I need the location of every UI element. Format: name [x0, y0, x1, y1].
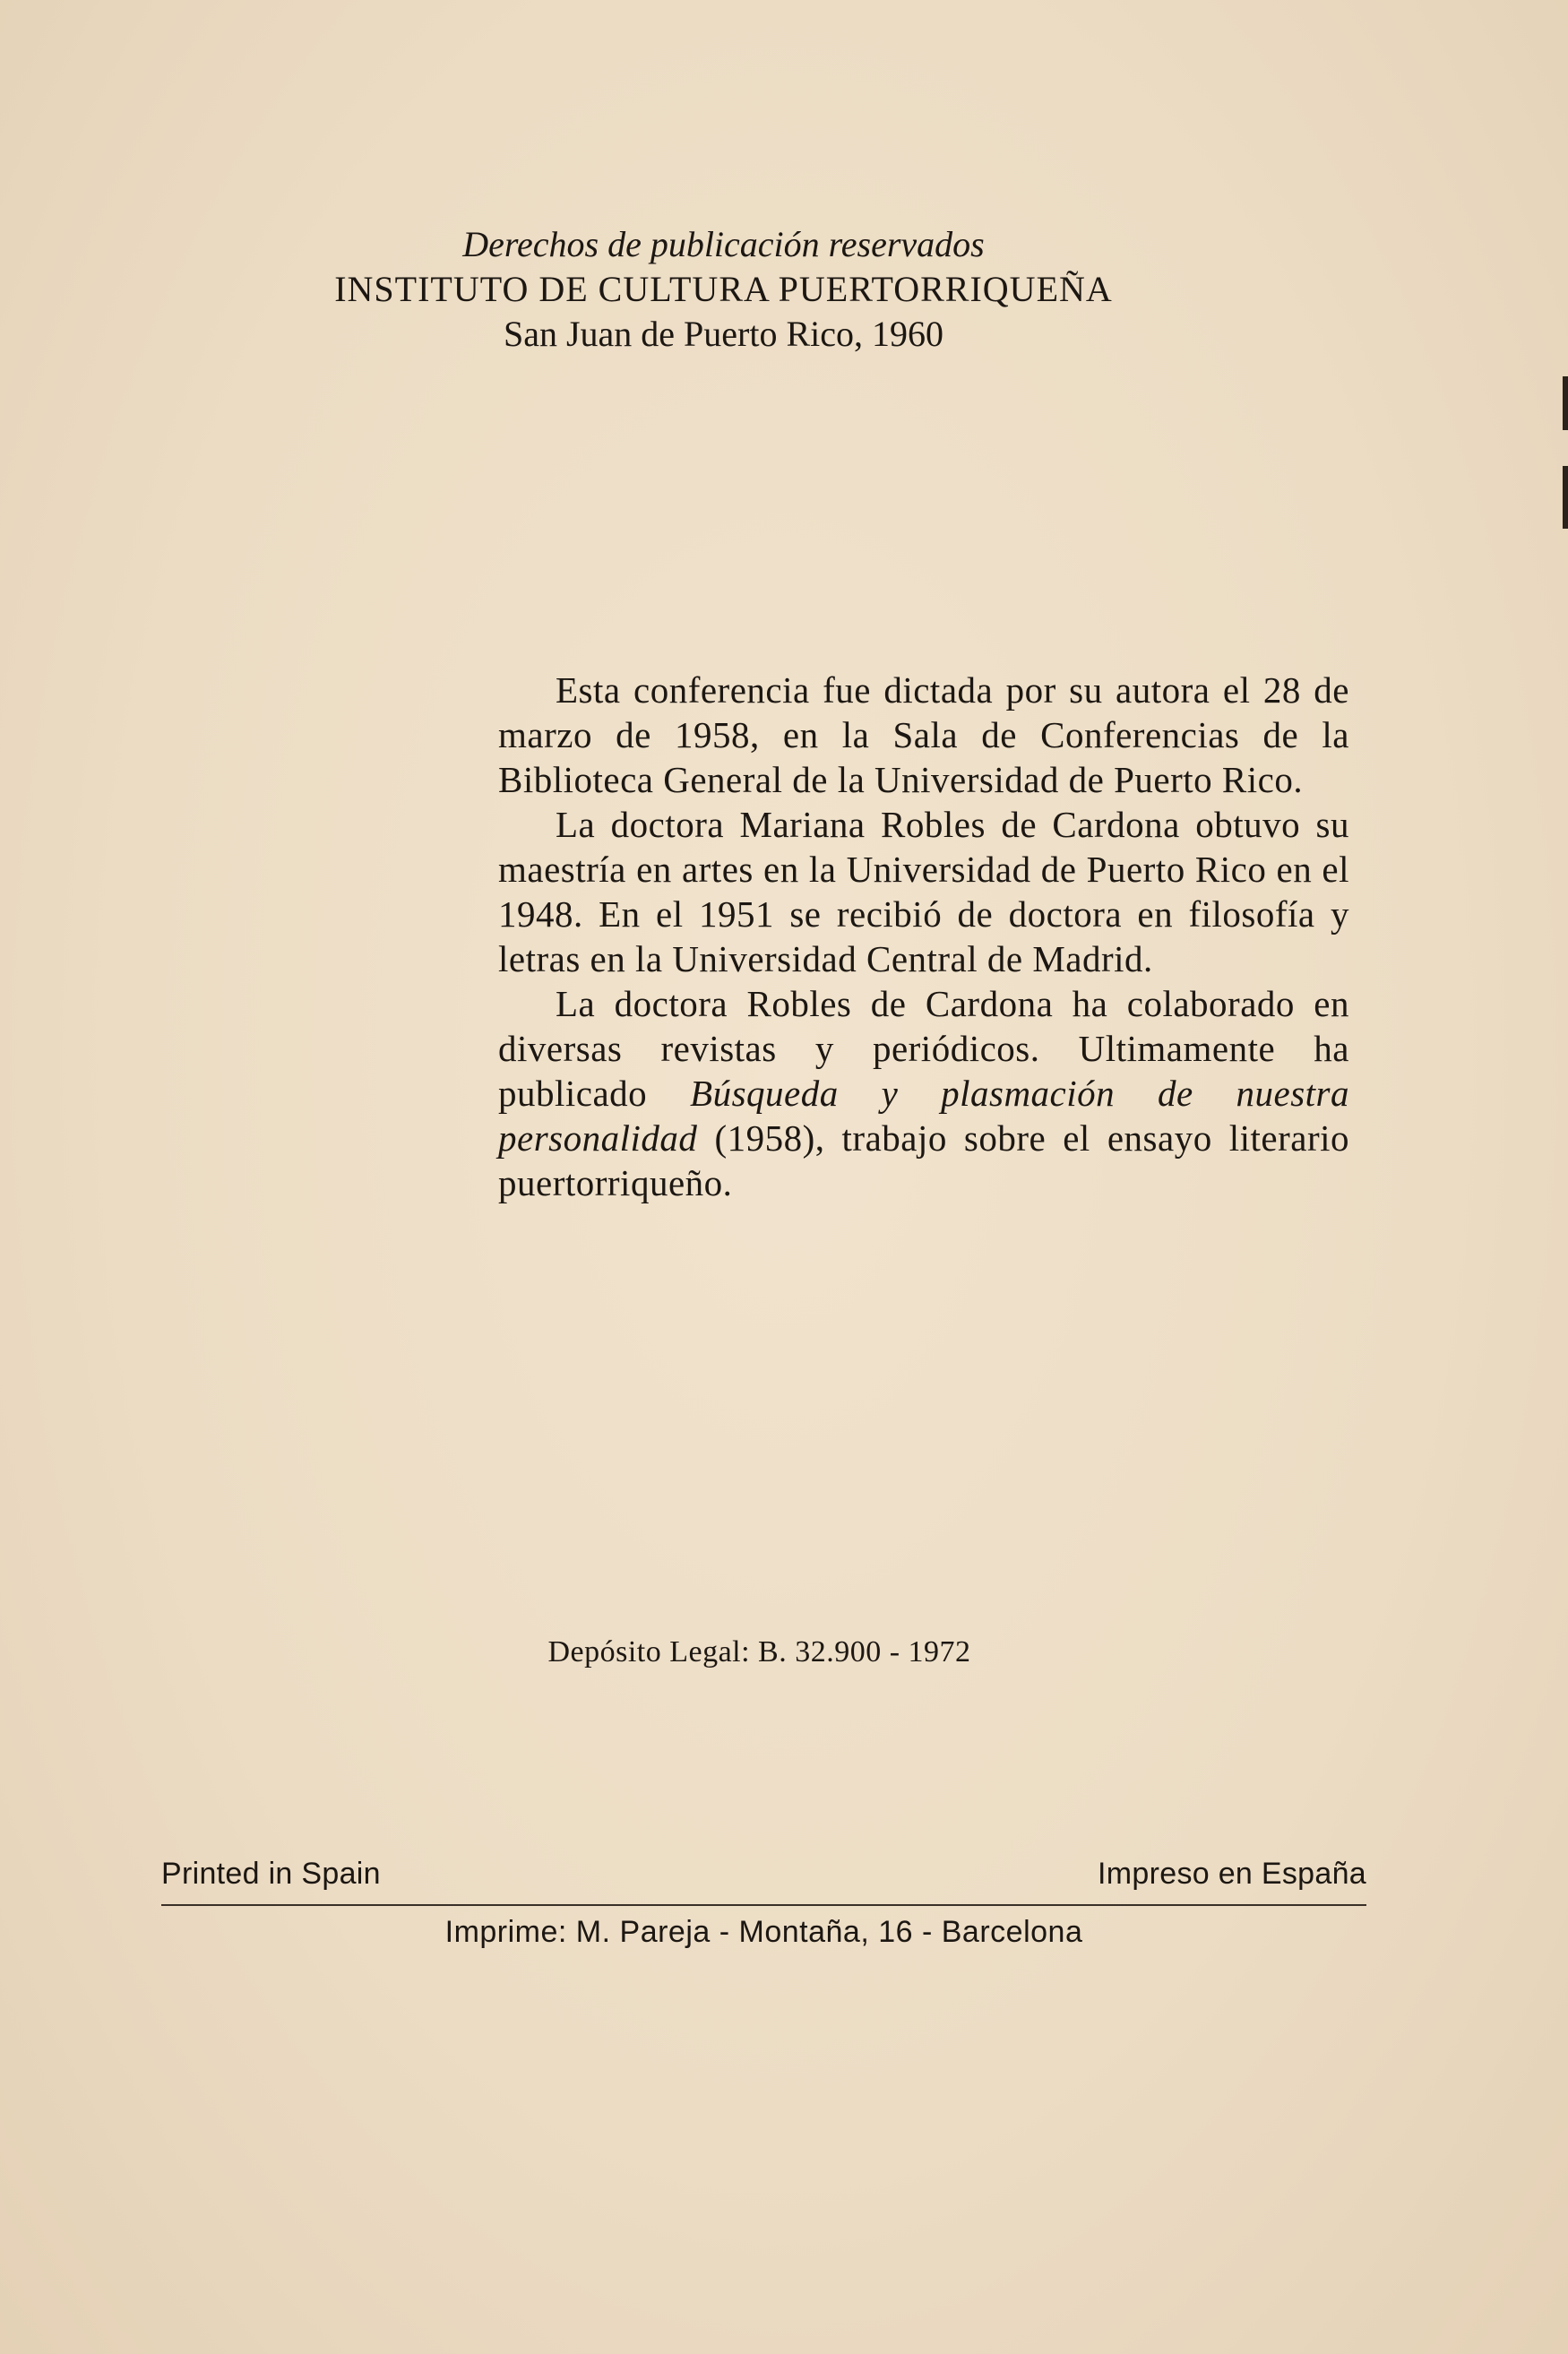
rights-reserved-line: Derechos de publicación reservados — [462, 224, 985, 264]
lecture-paragraph: Esta conferencia fue dictada por su autora el 28 de marzo de 1958, en la Sala de Conferencias de la Biblioteca General de la Universidad de Puerto Rico. — [498, 669, 1349, 800]
publications-text-after: (1958), trabajo sobre el ensayo literario puertorriqueño. — [498, 1117, 1349, 1203]
printed-in-spanish: Impreso en España — [1098, 1857, 1366, 1891]
printer-line: Imprime: M. Pareja - Montaña, 16 - Barcelona — [444, 1915, 1083, 1949]
author-education-paragraph: La doctora Mariana Robles de Cardona obtuvo su maestría en artes en la Universidad de Puerto Rico en el 1948. En el 1951 se recibió de doctora en filosofía y letras en la Universidad Central de Madrid. — [498, 804, 1349, 979]
author-note — [498, 668, 1349, 1205]
publication-place-year: San Juan de Puerto Rico, 1960 — [503, 314, 944, 354]
copyright-block — [0, 222, 1447, 357]
page-edge-mark — [1563, 466, 1568, 529]
legal-deposit: Depósito Legal: B. 32.900 - 1972 — [547, 1635, 971, 1668]
divider-rule — [161, 1904, 1366, 1906]
book-title: Búsqueda y plasmación de nuestra personalidad — [498, 1073, 1350, 1159]
publisher-name: INSTITUTO DE CULTURA PUERTORRIQUEÑA — [334, 269, 1113, 309]
printed-in-row — [161, 1854, 1366, 1893]
author-publications-paragraph — [498, 981, 1349, 1205]
printed-in-english: Printed in Spain — [161, 1857, 381, 1891]
publications-text-before: La doctora Robles de Cardona ha colaborado en diversas revistas y periódicos. Ultimamente ha publicado — [498, 983, 1349, 1114]
page-edge-mark — [1563, 376, 1568, 430]
